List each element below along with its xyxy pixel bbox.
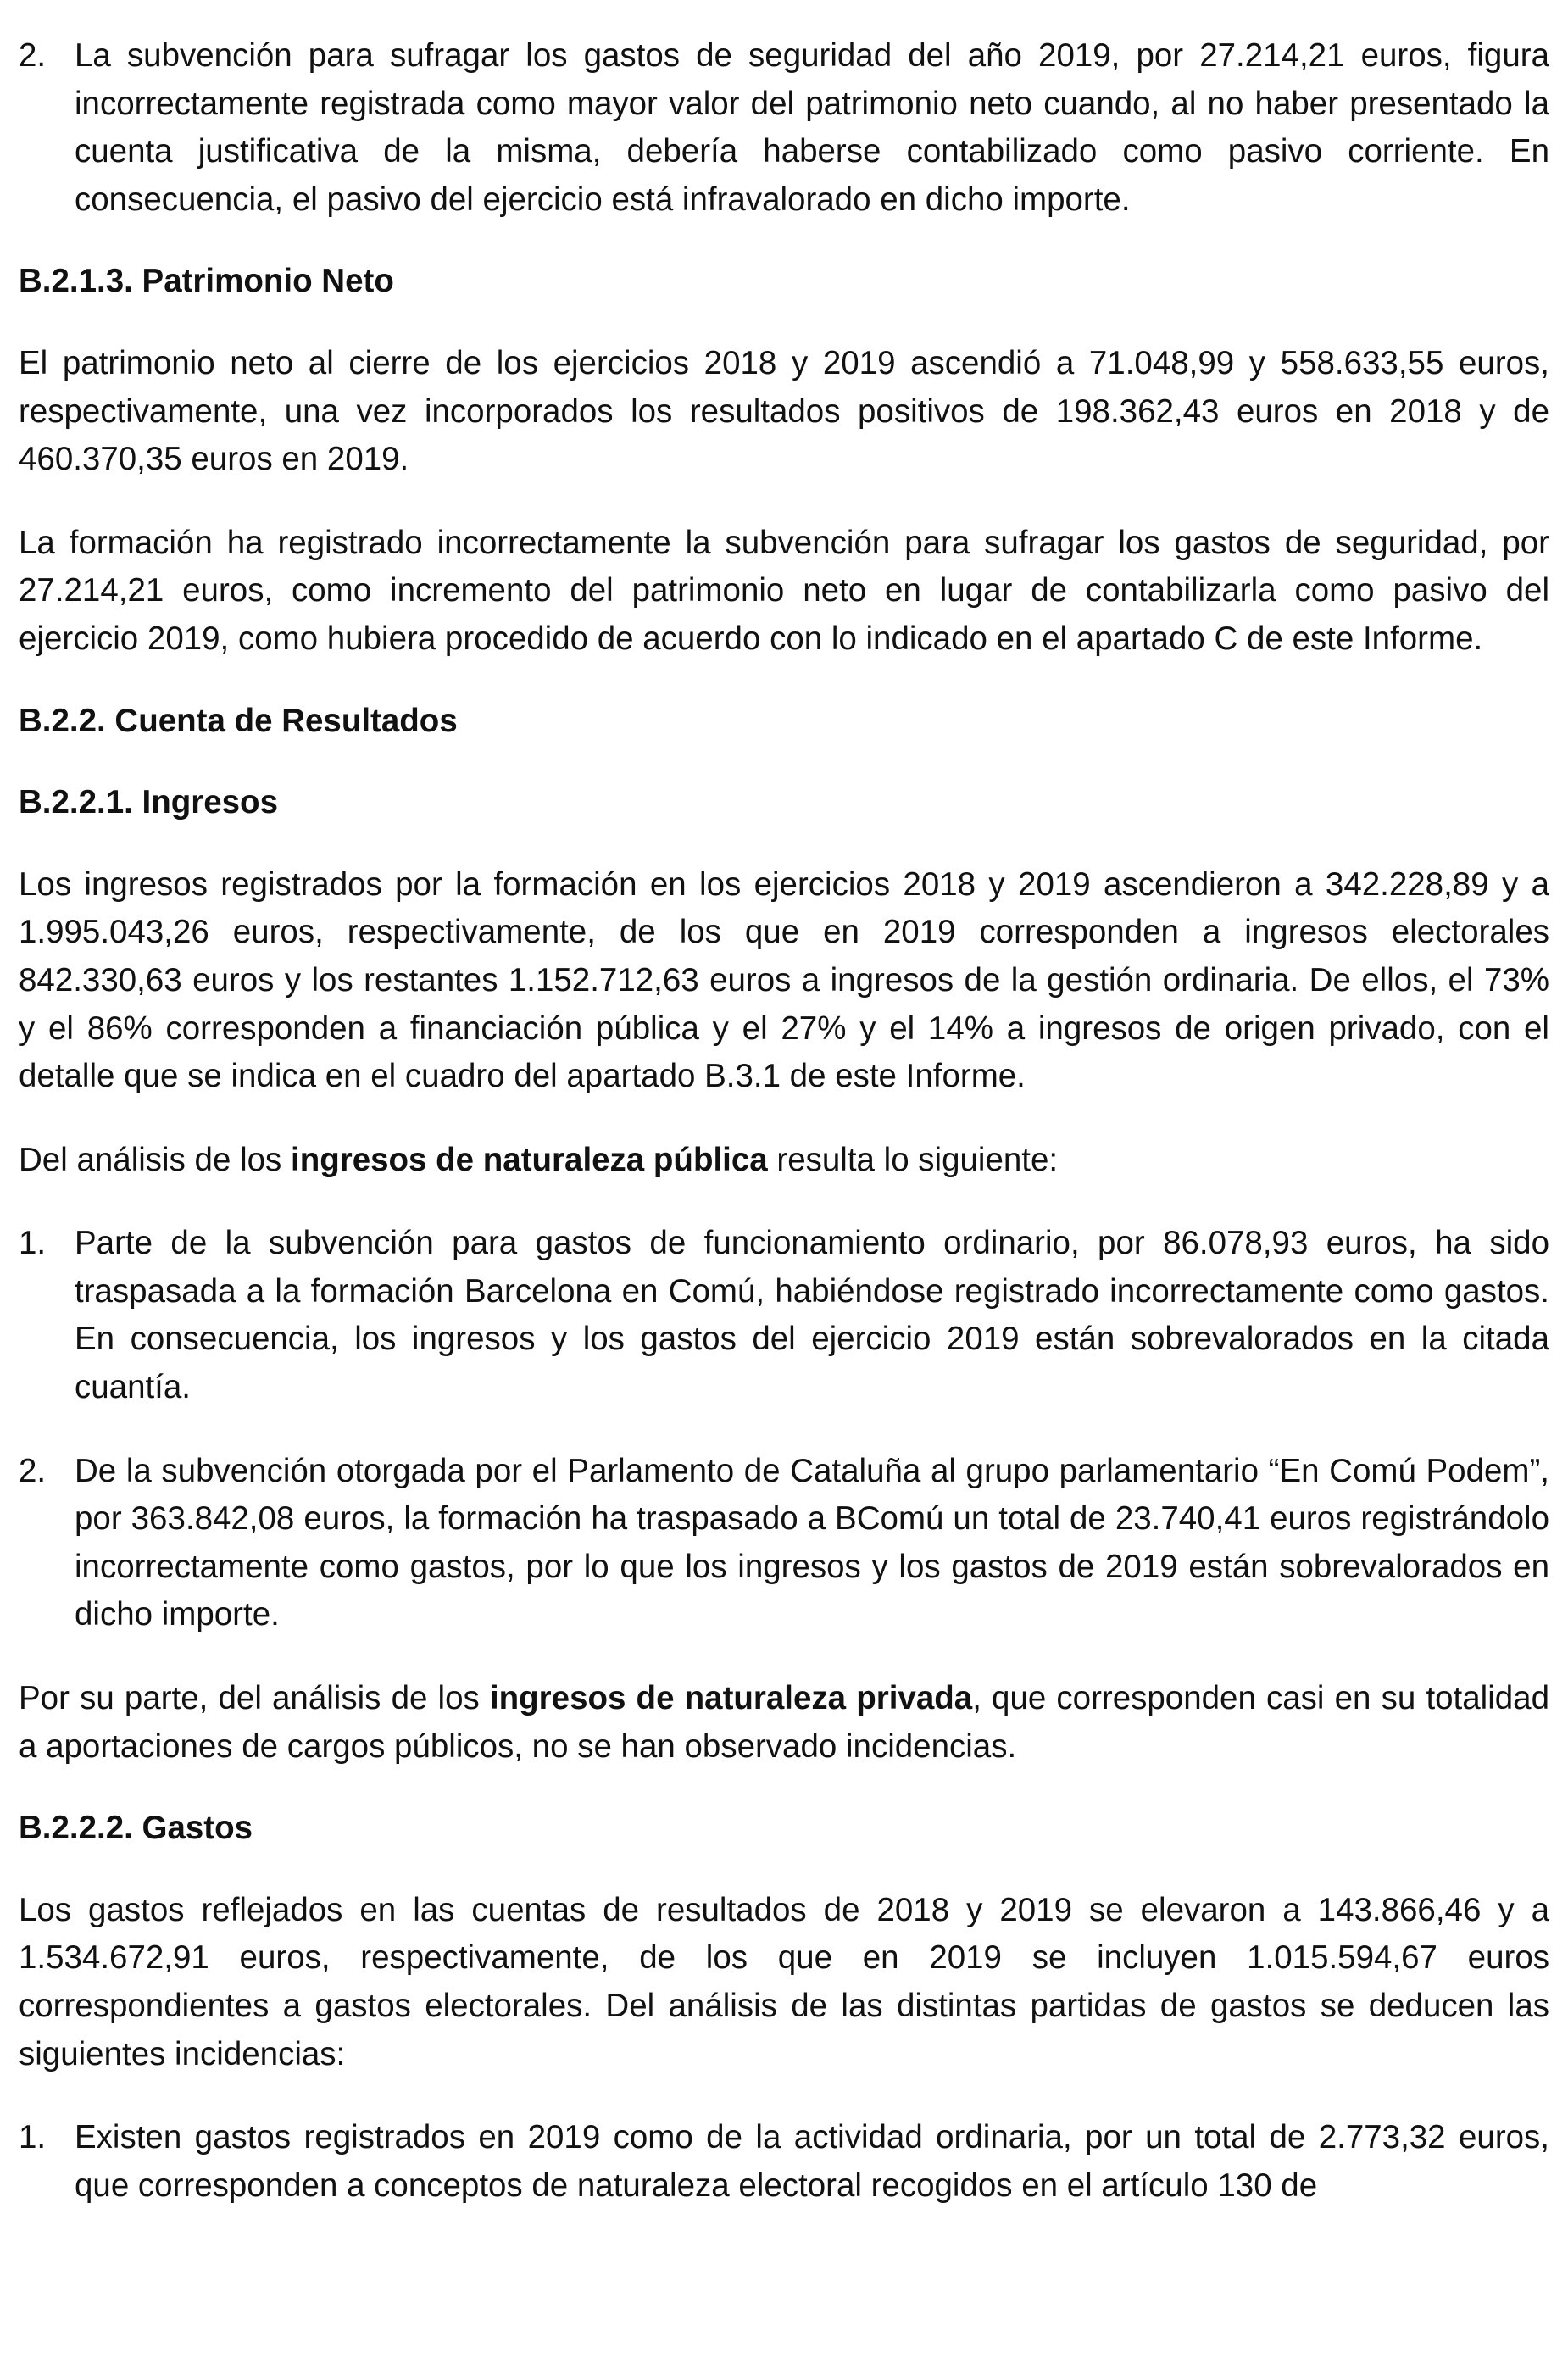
list-number: 2. (19, 1452, 47, 1489)
list-item (19, 1448, 1549, 1639)
list-text: Parte de la subvención para gastos de funcionamiento ordinario, por 86.078,93 euros, ha sido traspasada a la formación Barcelona en Comú, habiéndose registrado incorrectamente como gastos. En consecuencia, los ingresos y los gastos del ejercicio 2019 están sobrevalorados en la citada cuantía. (75, 1225, 1549, 1406)
text-span: Del análisis de los (19, 1141, 291, 1178)
text-span: resulta lo siguiente: (767, 1141, 1059, 1178)
list-item (19, 2114, 1549, 2210)
list-number: 1. (19, 1225, 47, 1262)
section-heading-gastos: B.2.2.2. Gastos (19, 1810, 253, 1847)
bold-term: ingresos de naturaleza privada (489, 1680, 973, 1717)
paragraph: El patrimonio neto al cierre de los ejercicios 2018 y 2019 ascendió a 71.048,99 y 558.633,55 euros, respectivamente, una vez incorporados los resultados positivos de 198.362,43 euros en 2018 y de 460.370,35 euros en 2019. (19, 344, 1549, 478)
list-item (19, 1220, 1549, 1411)
section-heading-patrimonio-neto: B.2.1.3. Patrimonio Neto (19, 263, 394, 300)
section-heading-ingresos: B.2.2.1. Ingresos (19, 784, 278, 821)
list-item (19, 32, 1549, 224)
list-text: De la subvención otorgada por el Parlamento de Cataluña al grupo parlamentario “En Comú Podem”, por 363.842,08 euros, la formación ha traspasado a BComú un total de 23.740,41 euros registrándolo incorrectamente como gastos, por lo que los ingresos y los gastos de 2019 están sobrevalorados en dicho importe. (75, 1452, 1549, 1633)
list-text: La subvención para sufragar los gastos de seguridad del año 2019, por 27.214,21 euros, figura incorrectamente registrada como mayor valor del patrimonio neto cuando, al no haber presentado la cuenta justificativa de la misma, debería haberse contabilizado como pasivo corriente. En consecuencia, el pasivo del ejercicio está infravalorado en dicho importe. (75, 37, 1549, 218)
text-span: Por su parte, del análisis de los (19, 1680, 490, 1717)
list-number: 1. (19, 2119, 47, 2156)
paragraph-ingresos-publicos (19, 1137, 1549, 1185)
bold-term: ingresos de naturaleza pública (291, 1141, 768, 1178)
document-page (19, 32, 1549, 2210)
text-span: , que corresponden casi en su totalidad a aportaciones de cargos públicos, no se han observado incidencias. (19, 1680, 1549, 1765)
paragraph: Los gastos reflejados en las cuentas de resultados de 2018 y 2019 se elevaron a 143.866,46 y a 1.534.672,91 euros, respectivamente, de los que en 2019 se incluyen 1.015.594,67 euros correspondientes a gastos electorales. Del análisis de las distintas partidas de gastos se deducen las siguientes incidencias: (19, 1891, 1549, 2072)
section-heading-cuenta-resultados: B.2.2. Cuenta de Resultados (19, 702, 458, 739)
paragraph-ingresos-privados (19, 1675, 1549, 1771)
list-number: 2. (19, 37, 47, 74)
paragraph: Los ingresos registrados por la formación en los ejercicios 2018 y 2019 ascendieron a 342.228,89 y a 1.995.043,26 euros, respectivamente, de los que en 2019 corresponden a ingresos electorales 842.330,63 euros y los restantes 1.152.712,63 euros a ingresos de la gestión ordinaria. De ellos, el 73% y el 86% corresponden a financiación pública y el 27% y el 14% a ingresos de origen privado, con el detalle que se indica en el cuadro del apartado B.3.1 de este Informe. (19, 865, 1549, 1095)
paragraph: La formación ha registrado incorrectamente la subvención para sufragar los gastos de seguridad, por 27.214,21 euros, como incremento del patrimonio neto en lugar de contabilizarla como pasivo del ejercicio 2019, como hubiera procedido de acuerdo con lo indicado en el apartado C de este Informe. (19, 524, 1549, 657)
list-text: Existen gastos registrados en 2019 como de la actividad ordinaria, por un total de 2.773,32 euros, que corresponden a conceptos de naturaleza electoral recogidos en el artículo 130 de (75, 2119, 1549, 2204)
